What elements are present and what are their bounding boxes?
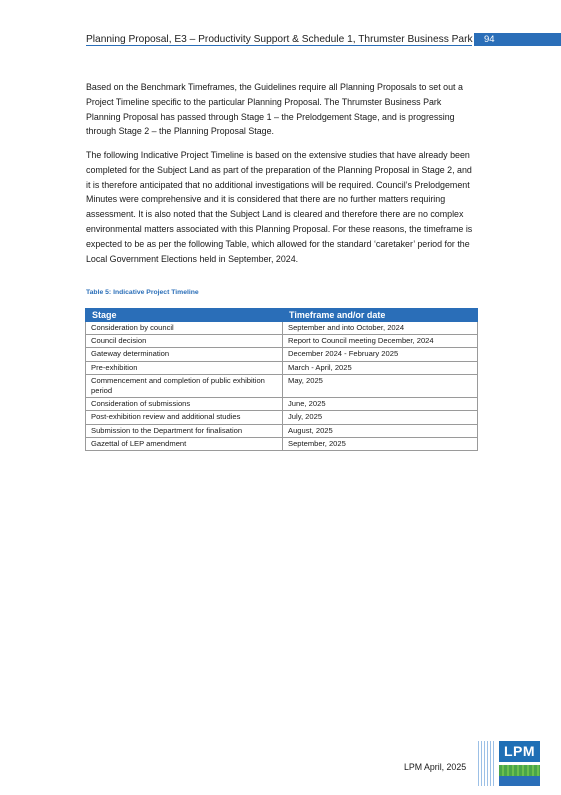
timeframe-cell: May, 2025 — [283, 374, 478, 397]
stage-cell: Submission to the Department for finalisation — [86, 424, 283, 437]
table-row — [86, 335, 478, 348]
stage-cell: Commencement and completion of public exhibition period — [86, 374, 283, 397]
table-row — [86, 361, 478, 374]
table-row — [86, 411, 478, 424]
logo-base-band — [499, 776, 540, 786]
footer-date: LPM April, 2025 — [404, 762, 467, 772]
table-caption: Table 5: Indicative Project Timeline — [86, 289, 199, 296]
stage-cell: Post-exhibition review and additional studies — [86, 411, 283, 424]
table-row — [86, 322, 478, 335]
paragraph-indicative-timeline: The following Indicative Project Timeline is based on the extensive studies that have already been completed for the Subject Land as part of the preparation of the Planning Proposal in Stage 2, and it is therefore anticipated that no additional investigations will be required. Council’s Prelodgement Minutes were comprehensive and it is considered that there are no further matters requiring assessment. It is also noted that the Subject Land is cleared and therefore there are no complex environmental matters associated with this Planning Proposal. For these reasons, the timeframe is expected to be as per the following Table, which allowed for the standard ‘caretaker’ period for the Local Government Elections held in September, 2024. — [86, 150, 473, 264]
stage-cell: Gateway determination — [86, 348, 283, 361]
page-number-badge: 94 — [474, 33, 561, 46]
table-row — [86, 348, 478, 361]
timeframe-cell: September and into October, 2024 — [283, 322, 478, 335]
header-title: Planning Proposal, E3 – Productivity Support & Schedule 1, Thrumster Business Park — [86, 34, 473, 45]
stage-cell: Council decision — [86, 335, 283, 348]
timeframe-cell: December 2024 - February 2025 — [283, 348, 478, 361]
timeframe-cell: September, 2025 — [283, 437, 478, 450]
stage-cell: Pre-exhibition — [86, 361, 283, 374]
logo-grass-band — [499, 765, 540, 776]
timeframe-cell: March - April, 2025 — [283, 361, 478, 374]
stage-cell: Consideration by council — [86, 322, 283, 335]
lpm-logo — [499, 741, 540, 786]
stage-cell: Consideration of submissions — [86, 398, 283, 411]
header-stage: Stage — [86, 309, 283, 322]
header-rule — [86, 45, 472, 46]
table-row — [86, 374, 478, 397]
paragraph-benchmark-timeframes: Based on the Benchmark Timeframes, the Guidelines require all Planning Proposals to set out a Project Timeline specific to the particular Planning Proposal. The Thrumster Business Park Planning Proposal has passed through Stage 1 – the Prelodgement Stage, and is progressing through Stage 2 – the Planning Proposal Stage. — [86, 82, 463, 137]
table-header-row — [86, 309, 478, 322]
timeframe-cell: July, 2025 — [283, 411, 478, 424]
timeline-table — [85, 308, 478, 451]
timeframe-cell: August, 2025 — [283, 424, 478, 437]
stage-cell: Gazettal of LEP amendment — [86, 437, 283, 450]
timeframe-cell: Report to Council meeting December, 2024 — [283, 335, 478, 348]
logo-wordmark: LPM — [499, 741, 540, 762]
table-row — [86, 424, 478, 437]
table-row — [86, 437, 478, 450]
table-row — [86, 398, 478, 411]
timeframe-cell: June, 2025 — [283, 398, 478, 411]
header-timeframe: Timeframe and/or date — [283, 309, 478, 322]
